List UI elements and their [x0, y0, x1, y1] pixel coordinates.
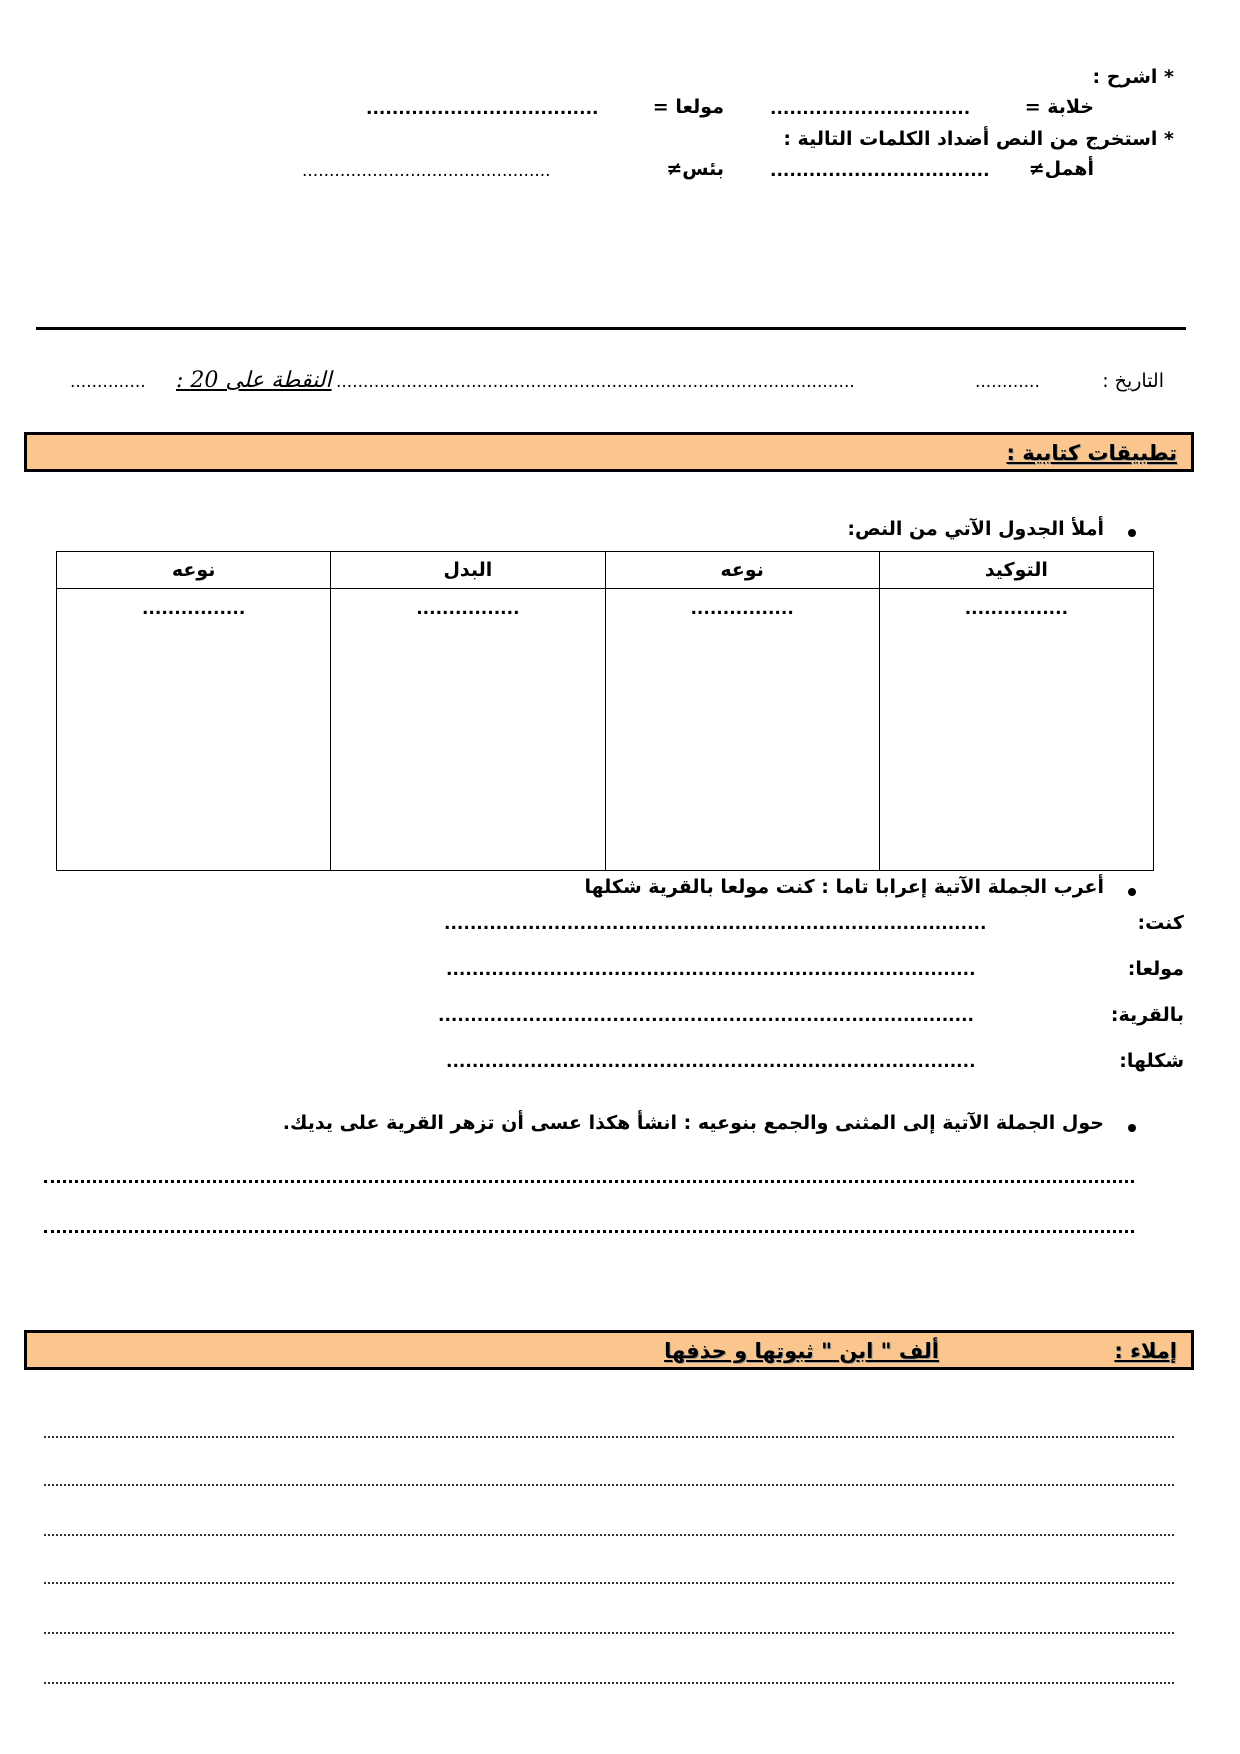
antonym-ahmal-label: أهمل≠	[1028, 158, 1094, 180]
header-emphasis: التوكيد	[879, 552, 1153, 589]
grade-label: النقطة على 20 :	[176, 368, 332, 393]
dictation-line-2[interactable]	[44, 1484, 1174, 1486]
page-divider	[36, 327, 1186, 330]
antonyms-title: * استخرج من النص أضداد الكلمات التالية :	[783, 128, 1174, 150]
q2-bullet	[1128, 888, 1136, 896]
cell-apposition-type[interactable]: ................	[57, 589, 331, 871]
header-emphasis-type: نوعه	[605, 552, 879, 589]
explain-title: * اشرح :	[1092, 66, 1174, 88]
writing-section-band	[24, 432, 1194, 472]
word-khallaba-label: خلابة =	[1024, 96, 1094, 118]
q1-prompt: أملأ الجدول الآتي من النص:	[847, 518, 1104, 540]
emphasis-apposition-table	[56, 551, 1154, 871]
dictation-section-band	[24, 1330, 1194, 1370]
antonym-bees-label: بئس≠	[666, 158, 724, 180]
date-label: التاريخ :	[1102, 370, 1164, 392]
table-header-row	[57, 552, 1154, 589]
q3-bullet	[1128, 1124, 1136, 1132]
q1-bullet	[1128, 529, 1136, 537]
parse-answer-shaklaha[interactable]: ..................................................................................	[446, 1052, 976, 1072]
parse-word-kuntu: كنت:	[1137, 912, 1184, 934]
dictation-line-6[interactable]	[44, 1682, 1174, 1684]
cell-emphasis[interactable]: ................	[879, 589, 1153, 871]
dictation-line-4[interactable]	[44, 1582, 1174, 1584]
header-apposition-type: نوعه	[57, 552, 331, 589]
antonym-ahmal-answer-line[interactable]: ..................................	[770, 161, 990, 181]
dictation-line-1[interactable]	[44, 1436, 1174, 1438]
cell-apposition[interactable]: ................	[331, 589, 605, 871]
writing-section-title: تطبيقات كتابية :	[1006, 441, 1177, 465]
date-row-long-dots: ................................................................................................	[336, 372, 855, 392]
antonym-bees-answer-line[interactable]: ..............................................	[302, 161, 551, 181]
cell-emphasis-type[interactable]: ................	[605, 589, 879, 871]
word-mulaa-answer-line[interactable]: ....................................	[366, 99, 599, 119]
q2-prompt: أعرب الجملة الآتية إعرابا تاما : كنت مولعا بالقرية شكلها	[584, 876, 1104, 898]
parse-word-shaklaha: شكلها:	[1119, 1050, 1184, 1072]
dictation-line-5[interactable]	[44, 1632, 1174, 1634]
parse-word-mulaa: مولعا:	[1127, 958, 1184, 980]
q3-prompt: حول الجملة الآتية إلى المثنى والجمع بنوعيه : انشأ هكذا عسى أن تزهر القرية على يديك.	[282, 1112, 1104, 1134]
parse-answer-mulaa[interactable]: ..................................................................................	[446, 960, 976, 980]
dictation-section-subtitle: ألف " ابن " ثبوتها و حذفها	[664, 1339, 939, 1363]
dictation-line-3[interactable]	[44, 1534, 1174, 1536]
q3-answer-line-2[interactable]	[44, 1230, 1134, 1233]
dictation-section-label: إملاء :	[1114, 1339, 1177, 1363]
header-apposition: البدل	[331, 552, 605, 589]
q3-answer-line-1[interactable]	[44, 1180, 1134, 1183]
parse-word-bilqarya: بالقرية:	[1110, 1004, 1184, 1026]
word-khallaba-answer-line[interactable]: ...............................	[770, 99, 971, 119]
parse-answer-kuntu[interactable]: ....................................................................................	[444, 914, 987, 934]
date-answer-line[interactable]: ............	[975, 372, 1040, 392]
word-mulaa-label: مولعا =	[652, 96, 724, 118]
parse-answer-bilqarya[interactable]: ...................................................................................	[438, 1006, 975, 1026]
table-row	[57, 589, 1154, 871]
grade-answer-line[interactable]: ..............	[70, 372, 146, 392]
